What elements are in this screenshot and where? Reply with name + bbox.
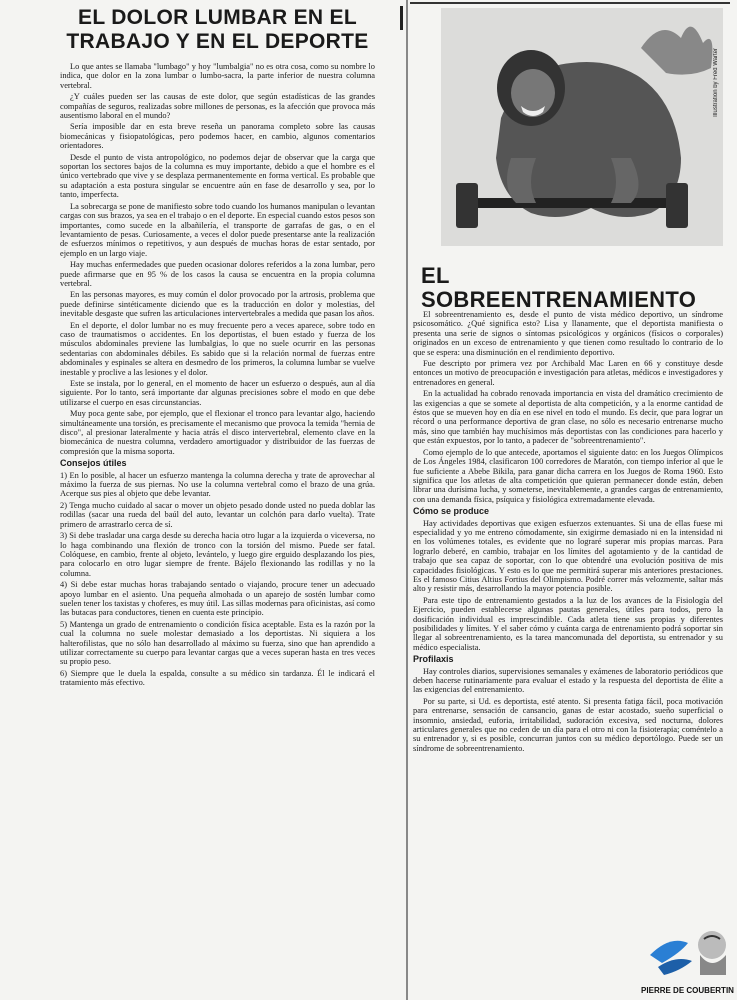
paragraph: Este se instala, por lo general, en el momento de hacer un esfuerzo o después, aun al día siguiente. Por lo tanto, será importante dar algunas precisiones sobre el modo en que debe utilizarse el cuerpo en esas circunstancias. [60, 379, 375, 407]
paragraph: Lo que antes se llamaba "lumbago" y hoy "lumbalgia" no es otra cosa, como su nombre lo indica, que dolor en la zona lumbar o lumbo-sacra, la parte inferior de nuestra columna vertebral. [60, 62, 375, 90]
paragraph: En el deporte, el dolor lumbar no es muy frecuente pero a veces aparece, sobre todo en caso de traumatismos o accidentes. En los deportistas, el buen estado y fuerza de los músculos abdominales previene las lumbalgias, lo que no suele ocurrir en las personas sedentarias con abdominales débiles. Es sabido que si la relación normal de fuerzas entre abdominales y espinales se altera en desmedro de los primeros, la columna lumbar se vuelve inestable y proclive a las lesiones y el dolor. [60, 320, 375, 377]
paragraph: En las personas mayores, es muy común el dolor provocado por la artrosis, problema que puede definirse sintéticamente diciendo que es la traducción en dolor y molestias, del inevitable desgaste que sufren las articulaciones intervertebrales a medida que pasan los años. [60, 290, 375, 319]
paragraph: Fue descripto por primera vez por Archibald Mac Laren en 66 y constituye desde entonces un motivo de preocupación e investigación para atletas, médicos e investigadores y entrenadores en general. [413, 359, 723, 387]
lumbar-article-body [60, 62, 375, 942]
overtraining-article [413, 0, 723, 1000]
overtraining-article-header [421, 264, 721, 312]
weightlifter-illustration [441, 8, 723, 246]
tip-item: 4) Si debe estar muchas horas trabajando sentado o viajando, procure tener un adecuado apoyo lumbar en el asiento. Una pequeña almohada o un aparejo de sostén lumbar como suelen tener los taxistas y choferes, es muy útil. Las sillas modernas para oficinistas, así como las butacas para conductores, tienen en cuenta este principio. [60, 580, 375, 618]
paragraph: La sobrecarga se pone de manifiesto sobre todo cuando los humanos manipulan o levantan cargas con sus brazos, ya sea en el trabajo o en el deporte. En especial cuando estos pesos son importantes, como sucede en la albañilería, el transporte de garrafas de gas, o en el levantamiento de pesas. Curiosamente, a veces el dolor puede presentarse ante la realización de esfuerzos mínimos o repetitivos, y aun después de muchas horas de estar sentado, por ejemplo en un largo viaje. [60, 201, 375, 258]
paragraph: El sobreentrenamiento es, desde el punto de vista médico deportivo, un síndrome psicosomático. ¿Qué significa esto? Lisa y llanamente, que el deportista manifiesta o presenta una serie de signos o síntomas psicológicos y orgánicos (físicos o corporales) originados en un exceso de entrenamiento y que tienen como resultado lo contrario de lo que se espera: una disminución en el rendimiento deportivo. [413, 310, 723, 357]
paragraph: Muy poca gente sabe, por ejemplo, que el flexionar el tronco para levantar algo, haciendo simultáneamente una torsión, es precisamente el mecanismo que provoca la temida "hernia de disco", al presionar lateralmente y hacia atrás el disco intervertebral, elemento clave en la biomecánica de nuestra columna, verdadero amortiguador y distribuidor de las fuerzas de compresión que la misma soporta. [60, 409, 375, 456]
paragraph: Hay muchas enfermedades que pueden ocasionar dolores referidos a la zona lumbar, pero puede afirmarse que en 95 % de los casos la causa se encuentra en la propia columna vertebral. [60, 260, 375, 288]
tip-item: 5) Mantenga un grado de entrenamiento o condición física aceptable. Esta es la razón por la cual la columna no suele molestar demasiado a los deportistas. Ni siquiera a los halterofilistas, que no sólo han desarrollado al máximo su fuerza, sino que han aprendido a utilizar correctamente su cuerpo para levantar cargas que a veces superan hasta en tres veces su propio peso. [60, 619, 375, 667]
illustration-credit: Illustration by Fred Warter [713, 48, 719, 117]
section-heading-how: Cómo se produce [413, 506, 490, 517]
paragraph: En la actualidad ha cobrado renovada importancia en vista del dramático crecimiento de las exigencias a que se somete al deportista de alta competición, y a la enorme cantidad de éstos que se mueven hoy en día en ese nivel en todo el mundo. Es decir, que para lograr un récord o una performance deportiva de gran clase, no sólo es necesario entrenarse mucho más, sino que también hay muchísimos más deportistas con las condiciones para hacerlo y que están expuestos, por lo tanto, a padecer de "sobreentrenamiento". [413, 389, 723, 446]
overtraining-article-body [413, 310, 723, 990]
tips-heading: Consejos útiles [60, 458, 127, 469]
paragraph: Como ejemplo de lo que antecede, aportamos el siguiente dato: en los Juegos Olímpicos de Los Ángeles 1984, clasificaron 100 corredores de Maratón, con tiempo inferior al que le fue suficiente a Abebe Bikila, para ganar dicha carrera en los Juegos de Roma 1960. Esto significa que los atletas de alta competición que quieran permanecer donde están, deben librar una durísima lucha, y someterse, inevitablemente, a grandes cargas de entrenamiento, con una demanda física, psíquica y fisiológica extremadamente elevada. [413, 447, 723, 504]
tip-item: 2) Tenga mucho cuidado al sacar o mover un objeto pesado donde usted no pueda doblar las rodillas (sacar una rueda del baúl del auto, levantar un colchón para darlo vuelta). Trate primero de arrastrarlo cerca de sí. [60, 500, 375, 529]
lumbar-article [60, 0, 375, 1000]
column-divider [406, 0, 408, 1000]
weightlifter-drawing [441, 8, 723, 246]
section-heading-prophylaxis: Profilaxis [413, 654, 454, 665]
paragraph: ¿Y cuáles pueden ser las causas de este dolor, que según estadísticas de las grandes compañías de seguros, realizadas sobre millones de personas, es la afección que provoca más ausentismo laboral en el mundo? [60, 92, 375, 121]
paragraph: Para este tipo de entrenamiento gestados a la luz de los avances de la Fisiología del Ejercicio, pueden establecerse algunas pautas generales, útiles para todos, pero la dosificación individual es imprescindible. Cada atleta tiene sus propias y diferentes posibilidades y límites. Y el saber cómo y cuánta carga de entrenamiento podrá soportar sin llegar al sobreentrenamiento, es la tarea mancomunada del deportista, su entrenador y su médico especialista. [413, 595, 723, 652]
paragraph: Hay actividades deportivas que exigen esfuerzos extenuantes. Si una de ellas fuese mi especialidad y yo me entreno cómodamente, sin exigirme demasiado ni en la intensidad ni en los volúmenes totales, es evidente que no lograré superar mis propias marcas. Para lograrlo deberé, en cambio, trabajar en los límites del agotamiento y de la cantidad de trabajo que sea capaz de soportar, con lo que obtendré una evolución positiva de mis capacidades fisiológicas. Y esto es lo que me permitirá superar mis anteriores prestaciones. Es el famoso Citius Altius Fortius del Olimpismo. Podré correr más velozmente, saltar más alto y resistir más, desarrollando la mayor potencia posible. [413, 518, 723, 594]
overtraining-article-title: EL SOBREENTRENAMIENTO [421, 263, 697, 312]
logo-text: PIERRE DE COUBERTIN [641, 986, 734, 995]
lumbar-article-header [60, 6, 375, 54]
coubertin-emblem [640, 915, 735, 985]
paragraph: Desde el punto de vista antropológico, no podemos dejar de observar que la carga que soportan los sectores bajos de la columna es muy importante, debido a que el hombre es el único vertebrado que vive y se desplaza permanentemente en forma vertical. Es probable que su adaptación a esta postura singular se encuentre aún en fase de desarrollo y sea, por lo tanto, imperfecta. [60, 152, 375, 200]
paragraph: Por su parte, si Ud. es deportista, esté atento. Si presenta fatiga fácil, poca motivación para entrenarse, sensación de cansancio, ganas de estar acostado, sueño superficial o insomnio, ansiedad, euforia, irritabilidad, sudoración excesiva, sed nocturna, dolores articulares generales que no ceden de un día para el otro ni con la fisioterapia; coméntelo a su entrenador y, si es posible, concurran juntos con su médico deportólogo. Puede ser un síndrome de sobreentrenamiento. [413, 696, 723, 753]
coubertin-logo [640, 915, 735, 997]
tip-item: 6) Siempre que le duela la espalda, consulte a su médico sin tardanza. Él le indicará el tratamiento más efectivo. [60, 668, 375, 688]
column-marker [400, 6, 403, 30]
paragraph: Hay controles diarios, supervisiones semanales y exámenes de laboratorio periódicos que deben hacerse rutinariamente para evaluar el estado y la respuesta del deportista de élite a las exigencias del entrenamiento. [413, 666, 723, 695]
tip-item: 1) En lo posible, al hacer un esfuerzo mantenga la columna derecha y trate de aprovechar al máximo la fuerza de sus piernas. No use la columna vertebral como el brazo de una grúa. Acerque sus pies al objeto que debe levantar. [60, 470, 375, 499]
paragraph: Sería imposible dar en esta breve reseña un panorama completo sobre las causas biomecánicas y fisiopatológicas, pero podemos hacer, en cambio, algunos comentarios orientadores. [60, 122, 375, 151]
lumbar-article-title: EL DOLOR LUMBAR EN EL TRABAJO Y EN EL DEPORTE [66, 6, 369, 53]
tip-item: 3) Si debe trasladar una carga desde su derecha hacia otro lugar a la izquierda o viceversa, no lo haga combinando una flexión de tronco con la torsión del mismo. Puede ser fatal. Colóquese, en cambio, frente al objeto, levántelo, y luego gire erguido desplazando los pies, para colocarlo en otro lugar siempre de frente. Bájelo flexionando las rodillas y no la columna. [60, 531, 375, 578]
